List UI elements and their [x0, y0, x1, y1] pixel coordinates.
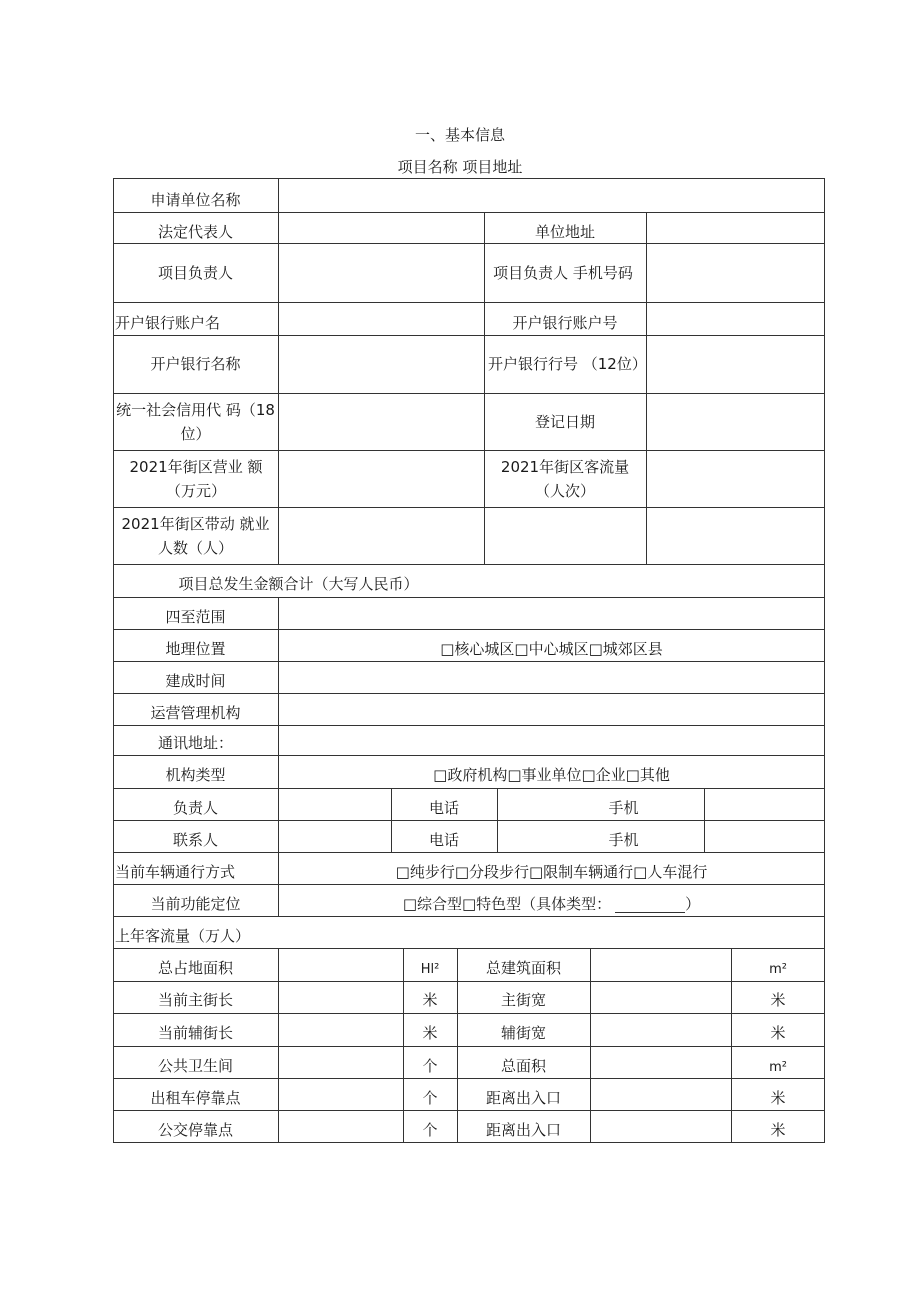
label-last-year-traffic: 上年客流量（万人）	[115, 927, 251, 945]
label-taxi-stops: 出租车停靠点	[150, 1089, 241, 1107]
label-main-street-len: 当前主街长	[157, 991, 233, 1009]
build-time-field[interactable]	[279, 662, 824, 693]
traffic-mode-options[interactable]: □纯步行□分段步行□限制车辆通行□人车混行	[395, 863, 708, 881]
label-boundaries: 四至范围	[165, 608, 226, 626]
label-main-street-width: 主街宽	[500, 991, 546, 1009]
unit-main-street-len: 米	[422, 991, 438, 1009]
label-traffic-2021: 2021年街区客流量（人次）	[500, 457, 630, 500]
page-title: 一、基本信息	[414, 126, 505, 144]
floor-area-field[interactable]	[591, 949, 731, 981]
label-bank-code: 开户银行行号 （12位）	[488, 355, 647, 373]
label-side-street-width: 辅街宽	[500, 1024, 546, 1042]
label-phone: 电话	[428, 831, 459, 849]
label-side-street-len: 当前辅街长	[157, 1024, 233, 1042]
unit-floor-area: m²	[769, 962, 787, 977]
label-total-area: 总面积	[500, 1057, 546, 1075]
label-bus-distance: 距离出入口	[485, 1121, 561, 1139]
basic-info-table	[113, 178, 825, 1143]
unit-bus-distance: 米	[770, 1121, 786, 1139]
label-person-in-charge: 负责人	[172, 799, 218, 817]
page-subtitle: 项目名称 项目地址	[397, 158, 523, 176]
label-geo-location: 地理位置	[165, 640, 226, 658]
function-options[interactable]	[278, 892, 825, 916]
function-type-blank[interactable]	[615, 896, 685, 913]
label-unit-address: 单位地址	[534, 223, 595, 241]
boundaries-field[interactable]	[279, 598, 824, 629]
label-land-area: 总占地面积	[157, 959, 233, 977]
unit-land-area: Hl²	[420, 962, 440, 977]
unit-taxi-stops: 个	[422, 1089, 438, 1107]
geo-location-options[interactable]: □核心城区□中心城区□城郊区县	[440, 640, 663, 658]
unit-toilets: 个	[422, 1057, 438, 1075]
org-type-options[interactable]: □政府机构□事业单位□企业□其他	[433, 766, 670, 784]
label-bank-account-name: 开户银行账户名	[115, 314, 221, 332]
unit-taxi-distance: 米	[770, 1089, 786, 1107]
unit-bus-stops: 个	[422, 1121, 438, 1139]
label-org-type: 机构类型	[165, 766, 226, 784]
project-lead-field[interactable]	[279, 244, 484, 302]
label-phone: 电话	[428, 799, 459, 817]
label-applicant: 申请单位名称	[150, 191, 241, 209]
lead-phone-field[interactable]	[647, 244, 824, 302]
function-options-text: □综合型□特色型（具体类型：	[402, 895, 612, 913]
label-contact: 联系人	[172, 831, 218, 849]
applicant-field[interactable]	[279, 179, 824, 212]
label-bank-name: 开户银行名称	[150, 355, 241, 373]
unit-main-street-width: 米	[770, 991, 786, 1009]
unit-total-area: m²	[769, 1060, 787, 1075]
label-floor-area: 总建筑面积	[485, 959, 561, 977]
label-jobs-2021: 2021年街区带动 就业人数（人）	[121, 514, 270, 557]
function-options-close: ）	[685, 895, 701, 913]
mail-address-field[interactable]	[279, 726, 824, 755]
operator-field[interactable]	[279, 694, 824, 725]
label-lead-phone: 项目负责人 手机号码	[493, 263, 633, 282]
label-total-amount: 项目总发生金额合计（大写人民币）	[178, 575, 419, 593]
label-build-time: 建成时间	[165, 672, 226, 690]
label-revenue-2021: 2021年街区营业 额（万元）	[129, 457, 263, 500]
legal-rep-field[interactable]	[279, 213, 484, 243]
label-function: 当前功能定位	[150, 895, 241, 913]
label-taxi-distance: 距离出入口	[485, 1089, 561, 1107]
unit-side-street-width: 米	[770, 1024, 786, 1042]
label-mail-address: 通讯地址：	[157, 734, 233, 752]
label-traffic-mode: 当前车辆通行方式	[115, 863, 236, 881]
label-legal-rep: 法定代表人	[157, 223, 233, 241]
label-project-lead: 项目负责人	[157, 263, 233, 282]
label-reg-date: 登记日期	[534, 412, 595, 431]
label-mobile: 手机	[608, 799, 639, 817]
unit-side-street-len: 米	[422, 1024, 438, 1042]
label-toilets: 公共卫生间	[157, 1057, 233, 1075]
label-bus-stops: 公交停靠点	[157, 1121, 233, 1139]
unit-address-field[interactable]	[647, 213, 824, 243]
land-area-field[interactable]	[279, 949, 403, 981]
label-mobile: 手机	[608, 831, 639, 849]
label-bank-account-no: 开户银行账户号	[512, 314, 618, 332]
label-credit-code: 统一社会信用代 码（18位）	[116, 400, 275, 443]
label-operator: 运营管理机构	[150, 704, 241, 722]
